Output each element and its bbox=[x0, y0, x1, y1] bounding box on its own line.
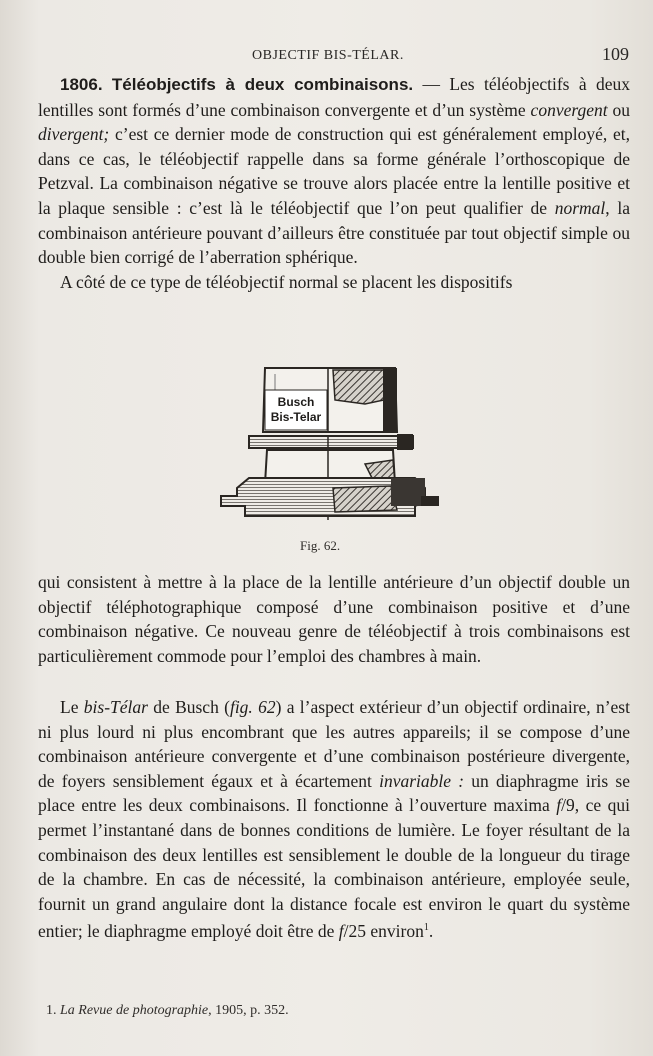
text-run: . bbox=[428, 921, 434, 942]
paragraph-2-text: qui consistent à mettre à la place de la lentille antérieure d’un objectif double un objectif téléphotographique composé d’une combinaison positive et d’une combinaison négative. Ce nouveau genre de téléobjectif à trois combinaisons est particulièrement commode pour l’emploi des chambres à main. bbox=[38, 572, 630, 666]
text-run: — Les téléobjectifs à deux lentilles sont formés d’une combinaison convergente et d’un système bbox=[38, 74, 631, 120]
section-number: 1806. bbox=[60, 75, 103, 94]
italic-run: invariable : bbox=[379, 770, 465, 791]
paragraph-1b: A côté de ce type de téléobjectif normal se placent les dispositifs bbox=[60, 271, 513, 292]
text-run: c’est ce dernier mode de construction qui est généralement employé, et, dans ce cas, le téléobjectif rappelle dans sa forme générale l’orthoscopique de Petzval. La combinaison négative se trouve alors placée entre la lentille positive et la plaque sensible : c’est là le téléobjectif que l’on peut qualifier de bbox=[38, 124, 630, 218]
section-title: Téléobjectifs à deux combinaisons. bbox=[111, 75, 414, 94]
italic-run: normal bbox=[554, 197, 606, 218]
text-run: un diaphragme iris se place entre les deux combinaisons. Il fonctionne à l’ouverture maxima bbox=[38, 770, 630, 816]
lens-illustration bbox=[215, 360, 445, 530]
paragraph-1-text bbox=[38, 72, 630, 270]
figure-label-line1: Busch bbox=[277, 395, 315, 409]
footnote-rest: , 1905, p. 352. bbox=[208, 1003, 289, 1018]
italic-run: convergent bbox=[530, 99, 608, 120]
running-title: OBJECTIF BIS-TÉLAR. bbox=[252, 48, 404, 63]
footnote bbox=[46, 1003, 606, 1019]
figure-caption: Fig. 62. bbox=[300, 538, 341, 553]
text-run: de Busch ( bbox=[147, 697, 230, 717]
text-run: , la combinaison antérieure pouvant d’ailleurs être constituée par tout objectif simple ou double bien corrigé de l’aberration sphérique. bbox=[38, 197, 630, 268]
figure-label-line2: Bis-Telar bbox=[270, 410, 322, 424]
italic-run: f bbox=[338, 921, 344, 942]
paragraph-3-text bbox=[38, 695, 630, 944]
footnote-source: La Revue de photographie bbox=[60, 1003, 209, 1018]
text-run: /25 environ bbox=[343, 921, 424, 942]
text-run: /9, ce qui permet l’instantané dans de bonnes conditions de lumière. Le foyer résultant de la combinaison des deux lentilles est sensiblement le double de la longueur du tirage de la chambre. En cas de nécessité, la combinaison antérieure, employée seule, fournit un grand angulaire dont la distance focale est environ le quart du système entier; le diaphragme employé doit être de bbox=[38, 795, 631, 942]
text-run: Le bbox=[60, 697, 84, 717]
italic-run: bis-Télar bbox=[83, 697, 148, 717]
text-run: ) a l’aspect extérieur d’un objectif ordinaire, n’est ni plus lourd ni plus encombrant que les autres appareils; il se compose d’une combinaison antérieure convergente et d’une combinaison postérieure divergente, de foyers sensiblement égaux et à écartement bbox=[38, 697, 630, 791]
running-head bbox=[0, 42, 653, 68]
paragraph-1 bbox=[38, 72, 630, 294]
text-run: ou bbox=[607, 99, 631, 120]
italic-run: divergent; bbox=[38, 124, 110, 145]
footnote-marker: 1 bbox=[423, 922, 429, 934]
italic-run: f bbox=[556, 795, 562, 816]
italic-run: fig. 62 bbox=[229, 697, 276, 717]
paragraph-3 bbox=[38, 695, 630, 944]
paragraph-2 bbox=[38, 570, 630, 668]
footnote-number: 1. bbox=[46, 1003, 57, 1018]
figure-62 bbox=[215, 360, 445, 530]
page-number: 109 bbox=[602, 44, 629, 64]
